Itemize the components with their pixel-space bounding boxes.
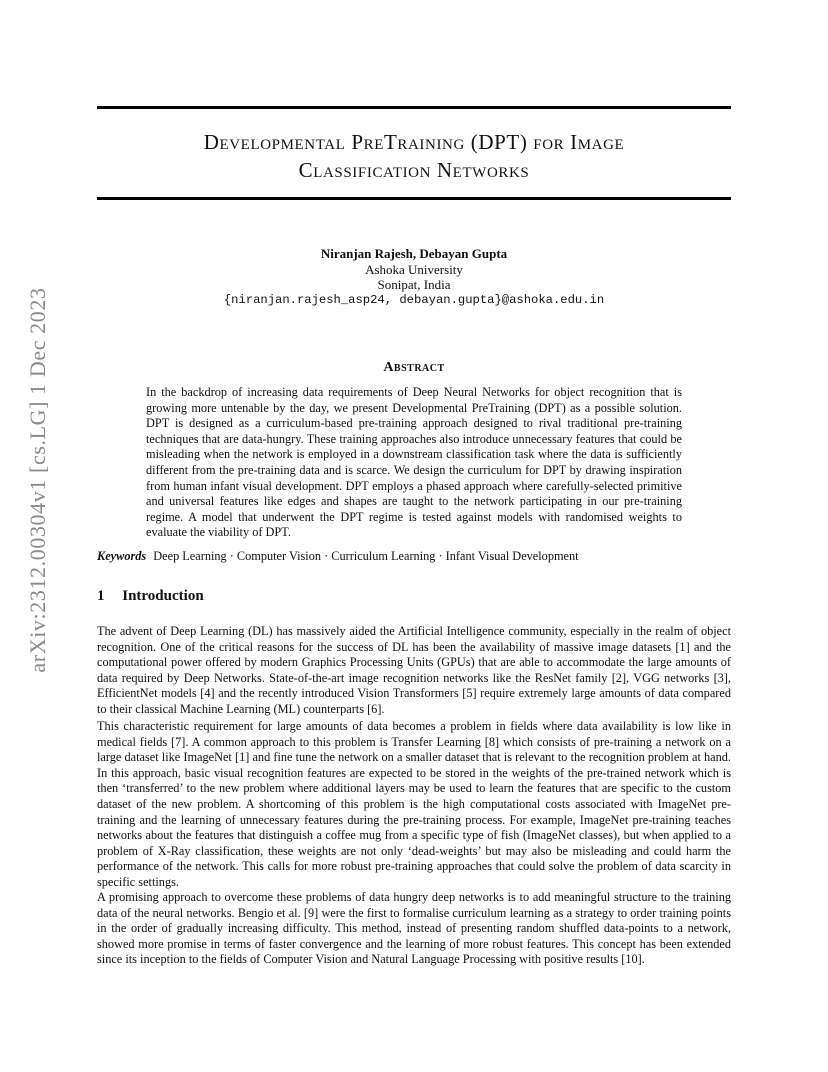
author-location: Sonipat, India xyxy=(377,277,451,292)
paper-title-line-2: Classification Networks xyxy=(298,158,530,182)
intro-paragraph-1: The advent of Deep Learning (DL) has massively aided the Artificial Intelligence community, especially in the realm of object recognition. One of the critical reasons for the success of DL has been the availability of massive image datasets [1] and the computational power offered by modern Graphics Processing Units (GPUs) that are able to accommodate the large amounts of data required by Deep Networks. State-of-the-art image recognition networks like the ResNet family [2], VGG networks [3], EfficientNet models [4] and the recently introduced Vision Transformers [5] require extremely large amounts of data compared to their classical Machine Learning (ML) counterparts [6]. xyxy=(97,624,731,716)
intro-paragraph-3: A promising approach to overcome these problems of data hungry deep networks is to add meaningful structure to the training data of the neural networks. Bengio et al. [9] were the first to formalise curriculum learning as a strategy to order training points in the order of gradually increasing difficulty. This method, instead of presenting random shuffled data-points to a network, showed more promise in terms of faster convergence and the learning of more robust features. This concept has been extended since its inception to the fields of Computer Vision and Natural Language Processing with positive results [10]. xyxy=(97,890,731,967)
section-heading-introduction xyxy=(97,588,204,605)
title-top-rule xyxy=(97,106,731,109)
author-block xyxy=(97,246,731,308)
paper-title xyxy=(97,128,731,184)
paper-title-line-1: Developmental PreTraining (DPT) for Image xyxy=(203,130,625,154)
keywords-text: Deep Learning · Computer Vision · Curriculum Learning · Infant Visual Development xyxy=(153,549,579,563)
arxiv-side-stamp: arXiv:2312.00304v1 [cs.LG] 1 Dec 2023 xyxy=(25,287,50,673)
author-affiliation: Ashoka University xyxy=(365,261,463,277)
abstract-heading: Abstract xyxy=(383,360,445,375)
section-number: 1 xyxy=(97,588,105,604)
section-title: Introduction xyxy=(122,588,204,604)
keywords-label: Keywords xyxy=(97,549,147,563)
author-email[interactable]: {niranjan.rajesh_asp24, debayan.gupta}@ashoka.edu.in xyxy=(223,292,605,307)
intro-paragraph-2: This characteristic requirement for large amounts of data becomes a problem in fields where data availability is low like in medical fields [7]. A common approach to this problem is Transfer Learning [8] which consists of pre-training a network on a large dataset like ImageNet [1] and fine tune the network on a smaller dataset that is relevant to the recognition problem at hand. In this approach, basic visual recognition features are expected to be stored in the weights of the pre-trained network which is then ‘transferred’ to the new problem where additional layers may be used to learn the features that are specific to the custom dataset of the new problem. A shortcoming of this problem is the high computational costs associated with ImageNet pre-training and the learning of unnecessary features during the pre-training process. For example, ImageNet pre-training teaches networks about the features that distinguish a coffee mug from a specific type of fish (ImageNet classes), but when applied to a problem of X-Ray classification, these weights are not only ‘dead-weights’ but may also be misleading and could harm the performance of the network. This calls for more robust pre-training approaches that could solve the problem of data scarcity in specific settings. xyxy=(97,719,731,889)
author-names: Niranjan Rajesh, Debayan Gupta xyxy=(320,246,508,261)
keywords-line xyxy=(97,549,731,565)
title-bottom-rule xyxy=(97,197,731,200)
abstract-text: In the backdrop of increasing data requirements of Deep Neural Networks for object recognition that is growing more untenable by the day, we present Developmental PreTraining (DPT) as a possible solution. DPT is designed as a curriculum-based pre-training approach designed to rival traditional pre-training techniques that are data-hungry. These training approaches also introduce unnecessary features that could be misleading when the network is employed in a downstream classification task where the data is sufficiently different from the pre-training data and is scarce. We design the curriculum for DPT by drawing inspiration from human infant visual development. DPT employs a phased approach where carefully-selected primitive and universal features like edges and shapes are taught to the network participating in our pre-training regime. A model that underwent the DPT regime is tested against models with randomised weights to evaluate the viability of DPT. xyxy=(146,385,682,540)
